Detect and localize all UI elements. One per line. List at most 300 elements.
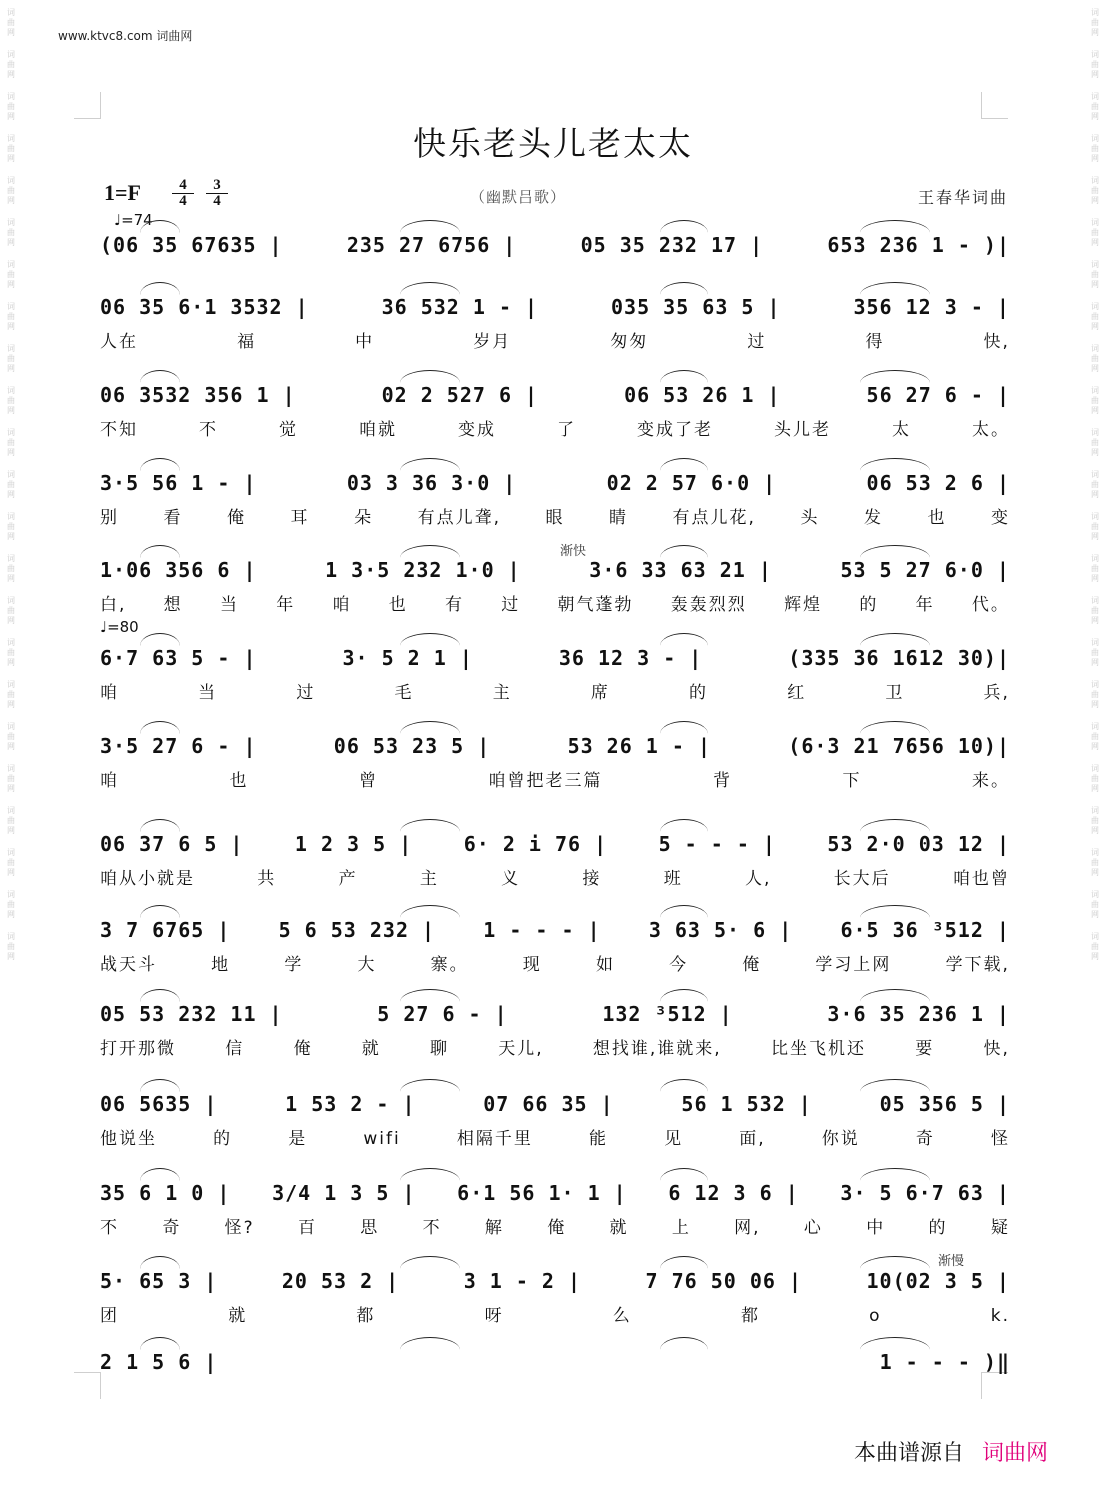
- lyric-syllable: 睛: [609, 508, 629, 528]
- lyric-syllable: 福: [237, 332, 257, 352]
- notation-line: [100, 292, 1010, 322]
- lyric-syllable: 得: [865, 332, 885, 352]
- slur-arc: [400, 370, 460, 383]
- measure: (06 35 67635 |: [100, 233, 283, 257]
- slur-arc: [660, 370, 708, 383]
- lyric-syllable: 俺: [227, 508, 247, 528]
- lyrics-line: [100, 1216, 1010, 1240]
- lyric-syllable: 解: [484, 1218, 504, 1238]
- lyric-syllable: 发: [863, 508, 883, 528]
- slur-arc: [860, 458, 930, 471]
- slur-arc: [140, 370, 180, 383]
- measure: 3· 5 2 1 |: [342, 646, 473, 670]
- lyric-syllable: 上: [671, 1218, 691, 1238]
- lyric-syllable: 卫: [885, 683, 905, 703]
- slur-arc: [860, 1079, 930, 1092]
- lyric-syllable: 地: [211, 955, 231, 975]
- slur-arc: [860, 1337, 930, 1350]
- lyric-syllable: 眼: [545, 508, 565, 528]
- lyric-syllable: 咱: [100, 771, 119, 791]
- lyric-syllable: 咱: [100, 683, 119, 703]
- lyric-syllable: 接: [582, 869, 602, 889]
- lyric-syllable: 人,: [744, 869, 772, 889]
- slur-arc: [860, 220, 930, 233]
- lyrics-line: [100, 506, 1010, 530]
- lyrics-line: [100, 418, 1010, 442]
- measure: 06 53 2 6 |: [866, 471, 1010, 495]
- brand-link[interactable]: 词曲网: [981, 1441, 1048, 1466]
- notation-line: [100, 555, 1010, 585]
- watermark-text: 词曲网: [1091, 386, 1099, 415]
- lyric-syllable: 白,: [100, 595, 127, 615]
- lyric-syllable: 聊: [430, 1039, 449, 1059]
- measure: 3 1 - 2 |: [463, 1269, 582, 1293]
- notation-line: [100, 643, 1010, 673]
- lyric-syllable: 俺: [547, 1218, 567, 1238]
- watermark-text: 词曲网: [1091, 92, 1099, 121]
- watermark-text: 词曲网: [7, 554, 15, 583]
- slur-arc: [660, 1168, 708, 1181]
- measure: 06 35 6·1 3532 |: [100, 295, 309, 319]
- measure: 356 12 3 - |: [853, 295, 1010, 319]
- watermark-text: 词曲网: [1091, 302, 1099, 331]
- watermark-text: 词曲网: [1091, 428, 1099, 457]
- watermark-text: 词曲网: [7, 428, 15, 457]
- measure: 035 35 63 5 |: [611, 295, 781, 319]
- measure: 53 26 1 - |: [567, 734, 712, 758]
- lyric-syllable: 俺: [742, 955, 762, 975]
- slur-arc: [400, 819, 460, 832]
- measure: 03 3 36 3·0 |: [346, 471, 517, 495]
- measure: 06 53 23 5 |: [333, 734, 491, 758]
- lyric-syllable: 年: [915, 595, 935, 615]
- lyric-syllable: 当: [219, 595, 239, 615]
- key-signature: 1=F: [104, 180, 141, 205]
- measure: 56 1 532 |: [681, 1092, 812, 1116]
- measure: 53 5 27 6·0 |: [840, 558, 1010, 582]
- lyric-syllable: 思: [360, 1218, 380, 1238]
- slur-arc: [140, 458, 180, 471]
- watermark-text: 词曲网: [1091, 134, 1099, 163]
- lyric-syllable: 咱曾把老三篇: [488, 771, 603, 791]
- measure: (335 36 1612 30)|: [788, 646, 1010, 670]
- measure: 5 27 6 - |: [377, 1002, 508, 1026]
- measure: 35 6 1 0 |: [100, 1181, 231, 1205]
- lyric-syllable: 奇: [162, 1218, 182, 1238]
- watermark-text: 词曲网: [7, 806, 15, 835]
- watermark-text: 词曲网: [1091, 50, 1099, 79]
- lyric-syllable: 要: [915, 1039, 935, 1059]
- lyric-syllable: 大: [357, 955, 377, 975]
- slur-arc: [400, 458, 460, 471]
- lyric-syllable: 心: [803, 1218, 823, 1238]
- lyric-syllable: 信: [225, 1039, 245, 1059]
- measure: (6·3 21 7656 10)|: [788, 734, 1010, 758]
- measure: 6·5 36 ³512 |: [840, 918, 1010, 942]
- watermark-text: 词曲网: [7, 176, 15, 205]
- lyric-syllable: 主: [419, 869, 439, 889]
- notation-line: [100, 468, 1010, 498]
- watermark-text: 词曲网: [1091, 344, 1099, 373]
- footer-credit: [854, 1436, 1048, 1467]
- slur-arc: [400, 1256, 460, 1269]
- lyric-syllable: 下: [842, 771, 862, 791]
- lyric-syllable: 都: [356, 1306, 376, 1326]
- lyrics-line: [100, 769, 1010, 793]
- lyric-syllable: 网,: [734, 1218, 761, 1238]
- watermark-text: 词曲网: [1091, 218, 1099, 247]
- lyric-syllable: 想找谁,谁就来,: [592, 1039, 722, 1059]
- watermark-text: 词曲网: [1091, 890, 1099, 919]
- measure: 6·1 56 1· 1 |: [457, 1181, 627, 1205]
- measure: 3·5 27 6 - |: [100, 734, 257, 758]
- time-signature: $\frac{3}{4}$: [206, 178, 228, 209]
- crop-mark: [74, 92, 101, 119]
- lyric-syllable: 头儿老: [774, 420, 831, 440]
- slur-arc: [140, 819, 180, 832]
- notation-line: [100, 829, 1010, 859]
- source-label: 本曲谱源自: [853, 1441, 964, 1466]
- measure: 36 532 1 - |: [381, 295, 539, 319]
- measure: 56 27 6 - |: [866, 383, 1010, 407]
- tempo-marking: ♩=74: [114, 211, 153, 229]
- lyric-syllable: 不知: [100, 420, 138, 440]
- slur-arc: [400, 633, 460, 646]
- slur-arc: [660, 819, 708, 832]
- slur-arc: [140, 989, 180, 1002]
- measure: 6· 2 i 76 |: [463, 832, 608, 856]
- slur-arc: [400, 989, 460, 1002]
- lyric-syllable: o: [869, 1306, 882, 1326]
- lyric-syllable: 么: [612, 1306, 632, 1326]
- watermark-text: 词曲网: [7, 344, 15, 373]
- watermark-text: 词曲网: [7, 722, 15, 751]
- slur-arc: [400, 1337, 460, 1350]
- lyric-syllable: 怪: [991, 1129, 1010, 1149]
- lyric-syllable: 的: [213, 1129, 233, 1149]
- watermark-text: 词曲网: [7, 680, 15, 709]
- lyric-syllable: 是: [288, 1129, 308, 1149]
- lyric-syllable: 相隔千里: [456, 1129, 533, 1149]
- watermark-text: 词曲网: [1091, 470, 1099, 499]
- measure: 1 3·5 232 1·0 |: [325, 558, 521, 582]
- lyric-syllable: 变成: [458, 420, 496, 440]
- lyric-syllable: 就: [228, 1306, 248, 1326]
- time-signature: $\frac{4}{4}$: [172, 178, 194, 209]
- measure: 235 27 6756 |: [346, 233, 517, 257]
- lyric-syllable: 耳: [290, 508, 310, 528]
- watermark-text: 词曲网: [1091, 764, 1099, 793]
- lyrics-line: [100, 593, 1010, 617]
- lyric-syllable: 不: [100, 1218, 119, 1238]
- slur-arc: [400, 721, 460, 734]
- lyric-syllable: 长大后: [833, 869, 891, 889]
- watermark-text: 词曲网: [7, 260, 15, 289]
- measure: 2 1 5 6 |: [100, 1350, 218, 1374]
- watermark-text: 词曲网: [1091, 680, 1099, 709]
- lyric-syllable: 打开那微: [100, 1039, 176, 1059]
- measure: 6·7 63 5 - |: [100, 646, 257, 670]
- measure: 6 12 3 6 |: [668, 1181, 799, 1205]
- measure: 10(02 3 5 |: [866, 1269, 1010, 1293]
- lyric-syllable: 太: [892, 420, 911, 440]
- lyric-syllable: 人在: [100, 332, 138, 352]
- lyric-syllable: 了: [557, 420, 576, 440]
- measure: 5· 65 3 |: [100, 1269, 218, 1293]
- slur-arc: [660, 458, 708, 471]
- slur-arc: [860, 545, 930, 558]
- lyric-syllable: 头: [800, 508, 820, 528]
- lyric-syllable: 中: [866, 1218, 886, 1238]
- slur-arc: [860, 633, 930, 646]
- lyric-syllable: 班: [663, 869, 683, 889]
- measure: 20 53 2 |: [281, 1269, 400, 1293]
- watermark-text: 词曲网: [1091, 554, 1099, 583]
- watermark-text: 词曲网: [7, 50, 15, 79]
- watermark-text: 词曲网: [1091, 638, 1099, 667]
- watermark-text: 词曲网: [1091, 596, 1099, 625]
- watermark-text: 词曲网: [7, 848, 15, 877]
- lyric-syllable: 奇: [915, 1129, 935, 1149]
- lyric-syllable: 匆匆: [610, 332, 649, 352]
- lyric-syllable: 主: [492, 683, 512, 703]
- lyrics-line: [100, 1037, 1010, 1061]
- slur-arc: [860, 370, 930, 383]
- lyric-syllable: 怪?: [224, 1218, 255, 1238]
- watermark-text: 词曲网: [7, 92, 15, 121]
- slur-arc: [660, 220, 708, 233]
- lyric-syllable: 代。: [971, 595, 1010, 615]
- notation-line: [100, 1089, 1010, 1119]
- watermark-text: 词曲网: [7, 512, 15, 541]
- slur-arc: [660, 989, 708, 1002]
- lyric-syllable: 义: [501, 869, 521, 889]
- lyric-syllable: 寨。: [430, 955, 469, 975]
- lyric-syllable: 就: [361, 1039, 381, 1059]
- tempo-marking: ♩=80: [100, 618, 139, 636]
- measure: 02 2 527 6 |: [381, 383, 539, 407]
- lyric-syllable: 今: [669, 955, 689, 975]
- measure: 06 53 26 1 |: [624, 383, 781, 407]
- lyric-syllable: 就: [609, 1218, 629, 1238]
- notation-line: [100, 1347, 1010, 1377]
- measure: 3·5 56 1 - |: [100, 471, 257, 495]
- slur-arc: [140, 1337, 180, 1350]
- lyric-syllable: 俺: [293, 1039, 313, 1059]
- lyric-syllable: 轰轰烈烈: [670, 595, 747, 615]
- slur-arc: [660, 545, 708, 558]
- measure: 1·06 356 6 |: [100, 558, 257, 582]
- lyric-syllable: 学: [284, 955, 304, 975]
- measure: 36 12 3 - |: [558, 646, 703, 670]
- measure: 1 53 2 - |: [285, 1092, 416, 1116]
- measure: 3/4 1 3 5 |: [272, 1181, 416, 1205]
- lyric-syllable: 百: [297, 1218, 317, 1238]
- watermark-text: 词曲网: [7, 764, 15, 793]
- watermark-text: 词曲网: [7, 302, 15, 331]
- lyric-syllable: 快,: [983, 1039, 1010, 1059]
- slur-arc: [860, 1256, 930, 1269]
- lyric-syllable: 太。: [972, 420, 1010, 440]
- song-title: 快乐老头儿老太太: [413, 124, 693, 163]
- lyric-syllable: 有点儿花,: [672, 508, 756, 528]
- lyric-syllable: 看: [163, 508, 183, 528]
- notation-line: [100, 380, 1010, 410]
- slur-arc: [860, 1168, 930, 1181]
- lyric-syllable: 也: [927, 508, 947, 528]
- right-watermark-column: [1086, 0, 1104, 1503]
- lyric-syllable: 年: [276, 595, 296, 615]
- measure: 3 7 6765 |: [100, 918, 231, 942]
- slur-arc: [140, 1256, 180, 1269]
- lyric-syllable: 也: [229, 771, 249, 791]
- slur-arc: [140, 545, 180, 558]
- slur-arc: [400, 905, 460, 918]
- lyrics-line: [100, 681, 1010, 705]
- watermark-text: 词曲网: [1091, 176, 1099, 205]
- lyric-syllable: 背: [713, 771, 732, 791]
- lyric-syllable: 辉煌: [784, 595, 823, 615]
- lyric-syllable: 有: [445, 595, 464, 615]
- lyric-syllable: 过: [501, 595, 521, 615]
- lyric-syllable: 朵: [354, 508, 374, 528]
- measure: 02 2 57 6·0 |: [606, 471, 777, 495]
- lyric-syllable: 的: [859, 595, 879, 615]
- slur-arc: [140, 1079, 180, 1092]
- measure: 06 37 6 5 |: [100, 832, 244, 856]
- lyric-syllable: 咱从小就是: [100, 869, 195, 889]
- lyric-syllable: 变: [991, 508, 1010, 528]
- measure: 7 76 50 06 |: [645, 1269, 803, 1293]
- slur-arc: [660, 905, 708, 918]
- subtitle: （幽默吕歌）: [470, 188, 567, 206]
- lyric-syllable: 战天斗: [100, 955, 157, 975]
- site-url[interactable]: www.ktvc8.com 词曲网: [58, 29, 193, 43]
- measure: 653 236 1 - )|: [827, 233, 1010, 257]
- measure: 07 66 35 |: [483, 1092, 614, 1116]
- lyric-syllable: 过: [296, 683, 316, 703]
- notation-line: [100, 1178, 1010, 1208]
- slur-arc: [660, 721, 708, 734]
- lyrics-line: [100, 330, 1010, 354]
- lyric-syllable: 共: [257, 869, 277, 889]
- lyric-syllable: 想: [163, 595, 183, 615]
- lyric-syllable: 现: [522, 955, 542, 975]
- lyric-syllable: 的: [689, 683, 709, 703]
- notation-line: [100, 230, 1010, 260]
- watermark-text: 词曲网: [1091, 8, 1099, 37]
- composer-credit: 王春华词曲: [917, 188, 1008, 207]
- measure: 05 356 5 |: [879, 1092, 1010, 1116]
- lyric-syllable: 天儿,: [498, 1039, 544, 1059]
- lyric-syllable: 曾: [359, 771, 378, 791]
- slur-arc: [140, 633, 180, 646]
- measure: 3·6 33 63 21 |: [589, 558, 772, 582]
- measure: 05 35 232 17 |: [580, 233, 764, 257]
- measure: 1 - - - )‖: [879, 1350, 1010, 1374]
- slur-arc: [860, 905, 930, 918]
- lyric-syllable: 觉: [279, 420, 298, 440]
- watermark-text: 词曲网: [7, 134, 15, 163]
- measure: 3 63 5· 6 |: [648, 918, 793, 942]
- lyric-syllable: 有点儿聋,: [417, 508, 501, 528]
- lyric-syllable: 比坐飞机还: [770, 1039, 866, 1059]
- slur-arc: [400, 1168, 460, 1181]
- lyric-syllable: 中: [355, 332, 375, 352]
- watermark-text: 词曲网: [7, 638, 15, 667]
- measure: 5 - - - |: [658, 832, 776, 856]
- slur-arc: [140, 721, 180, 734]
- lyric-syllable: 学下载,: [945, 955, 1010, 975]
- lyric-syllable: 岁月: [473, 332, 512, 352]
- measure: 05 53 232 11 |: [100, 1002, 283, 1026]
- accelerando-mark: 渐快: [560, 544, 587, 559]
- lyrics-line: [100, 867, 1010, 891]
- slur-arc: [400, 282, 460, 295]
- slur-arc: [660, 633, 708, 646]
- lyric-syllable: 都: [740, 1306, 760, 1326]
- lyric-syllable: 能: [588, 1129, 608, 1149]
- slur-arc: [860, 282, 930, 295]
- notation-line: [100, 915, 1010, 945]
- measure: 3· 5 6·7 63 |: [840, 1181, 1010, 1205]
- lyrics-line: [100, 953, 1010, 977]
- watermark-text: 词曲网: [1091, 512, 1099, 541]
- lyric-syllable: 快,: [983, 332, 1010, 352]
- lyric-syllable: 别: [100, 508, 119, 528]
- lyric-syllable: 你说: [821, 1129, 860, 1149]
- lyric-syllable: 见: [664, 1129, 684, 1149]
- slur-arc: [860, 989, 930, 1002]
- slur-arc: [860, 819, 930, 832]
- lyric-syllable: 席: [590, 683, 610, 703]
- lyric-syllable: 不: [199, 420, 218, 440]
- slur-arc: [140, 282, 180, 295]
- lyric-syllable: 毛: [394, 683, 414, 703]
- lyric-syllable: 的: [928, 1218, 948, 1238]
- lyric-syllable: 兵,: [983, 683, 1010, 703]
- slur-arc: [860, 721, 930, 734]
- watermark-text: 词曲网: [7, 890, 15, 919]
- watermark-text: 词曲网: [7, 8, 15, 37]
- slur-arc: [400, 1079, 460, 1092]
- measure: 132 ³512 |: [602, 1002, 733, 1026]
- lyric-syllable: 他说坐: [100, 1129, 157, 1149]
- measure: 5 6 53 232 |: [278, 918, 436, 942]
- lyric-syllable: 朝气蓬勃: [557, 595, 634, 615]
- lyric-syllable: 咱也曾: [952, 869, 1010, 889]
- ritardando-mark: 渐慢: [938, 1254, 965, 1269]
- watermark-text: 词曲网: [1091, 932, 1099, 961]
- notation-line: [100, 999, 1010, 1029]
- lyric-syllable: 当: [198, 683, 218, 703]
- notation-line: [100, 731, 1010, 761]
- lyric-syllable: 变成了老: [637, 420, 713, 440]
- lyric-syllable: 咱就: [359, 420, 397, 440]
- slur-arc: [660, 1337, 708, 1350]
- lyric-syllable: 不: [422, 1218, 442, 1238]
- watermark-text: 词曲网: [7, 932, 15, 961]
- slur-arc: [660, 1256, 708, 1269]
- slur-arc: [140, 1168, 180, 1181]
- watermark-text: 词曲网: [1091, 722, 1099, 751]
- watermark-text: 词曲网: [7, 470, 15, 499]
- slur-arc: [660, 1079, 708, 1092]
- left-watermark-column: [2, 0, 20, 1503]
- lyric-syllable: k.: [990, 1306, 1010, 1326]
- lyric-syllable: 也: [388, 595, 408, 615]
- watermark-text: 词曲网: [7, 596, 15, 625]
